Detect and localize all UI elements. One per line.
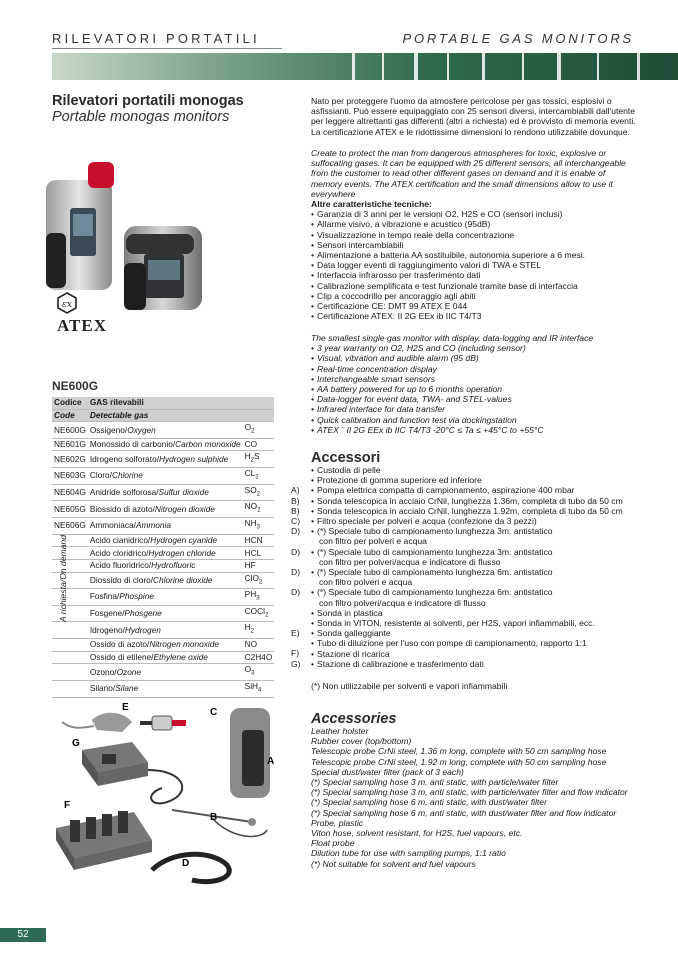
features-en-list xyxy=(311,343,641,435)
gas-formula-cell xyxy=(243,534,275,547)
gas-name-cell xyxy=(88,605,243,622)
accessori-item: • Tubo di diluizione per l'uso con pompe di campionamento, rapporto 1:1 xyxy=(311,638,656,648)
ondemand-code-cell xyxy=(52,664,88,681)
gas-formula: H xyxy=(244,622,251,633)
gas-formula-sub: 2 xyxy=(251,428,255,435)
gas-formula: NO xyxy=(244,501,258,512)
accessori-item: • Sonda telescopica in acciaio CrNil, lunghezza 1.36m, completa di tubo da 50 cm xyxy=(311,496,656,506)
gas-name-it: Anidride solforosa/ xyxy=(89,487,159,498)
gas-name-cell xyxy=(88,622,243,639)
gas-code-cell: NE600G xyxy=(52,422,88,439)
accessori-letter: D) xyxy=(291,587,301,598)
gas-formula: PH xyxy=(244,589,257,600)
gas-formula: NH xyxy=(244,518,257,529)
gas-name-cell xyxy=(88,468,243,485)
accessori-item: • Sonda telescopica in acciaio CrNil, lunghezza 1.92m, completa di tubo da 50 cm xyxy=(311,506,656,516)
accessori-letter: B) xyxy=(291,495,300,506)
accessories-en-item: Float probe xyxy=(311,838,355,849)
table-header-row xyxy=(52,397,274,409)
product-photo xyxy=(40,158,220,310)
gas-formula: CL xyxy=(244,468,256,479)
accessori-item: • (*) Speciale tubo di campionamento lunghezza 3m. antistatico xyxy=(311,526,656,536)
gas-formula-cell xyxy=(243,664,275,681)
accessories-en-item: Viton hose, solvent resistant, for H2S, fuel vapours, etc. xyxy=(311,828,523,839)
accessori-item: • Custodia di pelle xyxy=(311,465,656,475)
gas-formula-cell xyxy=(243,422,275,439)
accessories-en-item: Dilution tube for use with sampling pumps, 1:1 ratio xyxy=(311,848,506,859)
table-row-ondemand xyxy=(52,534,274,547)
accessories-en-item: Probe, plastic xyxy=(311,817,364,828)
table-row xyxy=(52,501,274,518)
accessori-letter: E) xyxy=(291,628,300,638)
gas-name-cell xyxy=(88,534,243,547)
intro-english: Create to protect the man from dangerous atmospheres for toxic, explosive or suffocating gases. It can be equipped with 25 different sensors, all interchangeable from the customer to read other different gases on demand and it is enable of memory events. The ATEX certification and the small dimensions allow to use it everywhere xyxy=(311,148,626,199)
gas-name-it: Diossido di cloro/ xyxy=(89,574,154,585)
gas-name-it: Silano/ xyxy=(89,683,116,694)
accessori-letter-spacer xyxy=(291,577,305,587)
features-english xyxy=(311,333,641,435)
features-en-title: The smallest single gas monitor with display, data-logging and IR interface xyxy=(311,333,594,343)
table-header-cell: GAS rilevabili xyxy=(88,397,275,409)
table-row-ondemand xyxy=(52,572,274,589)
gas-code-cell: NE601G xyxy=(54,439,86,450)
gas-name-it: Fosfina/ xyxy=(89,591,120,602)
gas-name-cell xyxy=(88,572,243,589)
photo-label-f: F xyxy=(64,800,71,811)
header-rule xyxy=(52,48,282,49)
feature-en-item: • Real-time concentration display xyxy=(311,364,641,374)
ondemand-label: A richiesta/On demand xyxy=(58,534,68,622)
table-row-ondemand xyxy=(52,547,274,560)
photo-label-d: D xyxy=(182,858,190,869)
ondemand-code-cell xyxy=(52,651,88,664)
gas-formula-cell xyxy=(243,468,275,485)
accessori-item: • (*) Speciale tubo di campionamento lunghezza 6m. antistatico xyxy=(311,587,656,597)
feature-en-item: • 3 year warranty on O2, H2S and CO (including sensor) xyxy=(311,343,641,353)
gas-formula-cell xyxy=(243,639,275,652)
gas-table xyxy=(52,397,274,698)
gas-formula-cell xyxy=(243,484,275,501)
accessori-letter: C) xyxy=(291,515,301,526)
page-number: 52 xyxy=(0,928,46,942)
table-row xyxy=(52,518,274,535)
feature-item: • Sensori intercambiabili xyxy=(311,240,641,250)
gas-formula-cell xyxy=(243,501,275,518)
gas-name-it: Ossido di etilene/ xyxy=(89,652,154,663)
feature-en-item: • AA battery powered for up to 6 months operation xyxy=(311,384,641,394)
gas-name-it: Cloro/ xyxy=(89,470,112,481)
gas-code-cell: NE606G xyxy=(52,518,88,535)
accessori-letter: B) xyxy=(291,505,300,516)
photo-label-a: A xyxy=(267,756,275,767)
gas-formula-cell xyxy=(243,651,275,664)
accessories-en-item: Rubber cover (top/bottom) xyxy=(311,736,412,747)
gas-name-cell xyxy=(88,559,243,572)
table-row-ondemand xyxy=(52,605,274,622)
gas-name-cell xyxy=(88,501,243,518)
features-list xyxy=(311,209,641,321)
gas-name-it: Fosgene/ xyxy=(89,608,125,619)
gas-code-cell: NE603G xyxy=(52,468,88,485)
ondemand-code-cell xyxy=(52,639,88,652)
gas-name-cell xyxy=(88,422,243,439)
gas-formula: ClO xyxy=(244,572,259,583)
accessori-letter xyxy=(291,465,305,475)
feature-item: • Data logger eventi di raggiungimento valori di TWA e STEL xyxy=(311,260,641,270)
accessori-letter: D) xyxy=(291,526,301,537)
gas-formula-sub: 2 xyxy=(256,491,260,498)
gas-formula-cell xyxy=(243,622,275,639)
gas-name-cell xyxy=(88,639,243,652)
gas-formula: HCN xyxy=(244,535,263,546)
gas-name-en: Carbon monoxide xyxy=(175,439,241,450)
accessories-en-title: Accessories xyxy=(311,711,397,727)
gas-name-en: Sulfur dioxide xyxy=(158,487,209,498)
gas-name-en: Ethylene oxide xyxy=(153,652,208,663)
accessories-en-item: (*) Special sampling hose 6 m, anti static, with dust/water filter xyxy=(311,797,547,808)
gas-formula: O xyxy=(244,664,252,675)
photo-label-g: G xyxy=(72,738,80,749)
gas-formula-sub: 2 xyxy=(250,458,254,465)
gas-name-it: Idrogeno/ xyxy=(89,624,125,635)
gas-formula-cell xyxy=(243,605,275,622)
gas-name-en: Chlorine xyxy=(111,470,143,481)
model-label: NE600G xyxy=(52,379,99,393)
atex-label: ATEX xyxy=(57,316,107,335)
gas-name-en: Phosgene xyxy=(124,608,162,619)
accessories-en-item: (*) Not suitable for solvent and fuel vapours xyxy=(311,858,476,869)
accessori-item-cont: con filtro polveri/acqua e indicatore di flusso xyxy=(319,597,486,608)
accessori-letter-spacer xyxy=(291,557,305,567)
accessori-letter xyxy=(291,475,305,485)
table-row xyxy=(52,451,274,468)
gas-formula: O xyxy=(244,422,252,433)
accessori-letters xyxy=(291,465,305,669)
gas-formula-sub: 2 xyxy=(258,579,263,586)
accessories-en-list xyxy=(311,726,636,869)
table-row xyxy=(52,484,274,501)
gas-formula-cell xyxy=(243,547,275,560)
gas-name-cell xyxy=(88,438,243,451)
accessories-en-item: Leather holster xyxy=(311,726,369,736)
gas-formula: SO xyxy=(244,484,257,495)
accessories-en-item: (*) Special sampling hose 3 m, anti static, with particle/water filter and flow indicator xyxy=(311,787,628,798)
header-right: PORTABLE GAS MONITORS xyxy=(402,31,634,46)
accessories-en-item: Telescopic probe CrNi steel, 1.36 m long, complete with 50 cm sampling hose xyxy=(311,746,607,757)
gas-name-en: Silane xyxy=(115,683,139,694)
gas-formula-sub: 2 xyxy=(250,629,254,636)
gas-formula-sub: 3 xyxy=(251,670,255,677)
gas-name-it: Ammoniaca/ xyxy=(89,520,136,531)
svg-text:εx: εx xyxy=(62,300,72,310)
accessori-item: • Stazione di ricarica xyxy=(311,649,656,659)
feature-en-item: • Interchangeable smart sensors xyxy=(311,374,641,384)
accessori-item: • Sonda in VITON, resistente ai solventi, per H2S, vapori infiammabili, ecc. xyxy=(311,618,656,628)
accessories-en-item: (*) Special sampling hose 6 m, anti static, with dust/water filter and flow indicator xyxy=(311,807,617,818)
gas-name-it: Acido cianidrico/ xyxy=(89,535,151,546)
accessori-item: • Sonda in plastica xyxy=(311,608,656,618)
gas-formula-cell xyxy=(243,589,275,606)
gas-name-en: Hydrogen sulphide xyxy=(159,453,229,464)
header-left: RILEVATORI PORTATILI xyxy=(52,31,260,46)
gas-formula-sub: 2 xyxy=(257,508,261,515)
feature-item: • Garanzia di 3 anni per le versioni O2, H2S e CO (sensori inclusi) xyxy=(311,209,641,219)
accessori-item-cont: con filtro per polveri e acqua xyxy=(319,536,427,547)
table-row xyxy=(52,422,274,439)
gas-formula: HF xyxy=(244,560,256,571)
gas-formula-2: S xyxy=(254,451,260,462)
gas-name-it: Acido cloridrico/ xyxy=(89,547,149,558)
gas-name-cell xyxy=(88,664,243,681)
gas-name-cell xyxy=(88,547,243,560)
table-header-cell: Detectable gas xyxy=(88,409,275,422)
accessories-en-item: (*) Special sampling hose 3 m, anti static, with particle/water filter xyxy=(311,777,559,788)
feature-item: • Calibrazione semplificata e test funzionale tramite base di interfaccia xyxy=(311,281,641,291)
gas-name-it: Monossido di carbonio/ xyxy=(89,439,176,450)
features-title: Altre caratteristiche tecniche: xyxy=(311,199,432,209)
gas-name-en: Nitrogen monoxide xyxy=(149,639,219,650)
accessori-title: Accessori xyxy=(311,450,381,466)
table-row-ondemand xyxy=(52,651,274,664)
accessori-letter: F) xyxy=(291,648,300,659)
accessori-letter xyxy=(291,638,305,648)
gas-name-cell xyxy=(88,651,243,664)
gas-formula: SiH xyxy=(244,680,259,691)
title-english: Portable monogas monitors xyxy=(52,109,230,125)
feature-en-item: • Data-logger for event data, TWA- and STEL-values xyxy=(311,394,641,404)
table-row-ondemand xyxy=(52,664,274,681)
gas-name-cell xyxy=(88,589,243,606)
ex-hexagon-icon xyxy=(56,292,78,319)
gas-formula-cell xyxy=(243,518,275,535)
gas-formula-cell xyxy=(243,572,275,589)
accessori-letter xyxy=(291,608,305,618)
accessori-item: • (*) Speciale tubo di campionamento lunghezza 6m. antistatico xyxy=(311,567,656,577)
accessori-item: • (*) Speciale tubo di campionamento lunghezza 3m. antistatico xyxy=(311,547,656,557)
feature-en-item: • Visual, vibration and audible alarm (95 dB) xyxy=(311,353,641,363)
table-row-ondemand xyxy=(52,622,274,639)
gas-formula: COCl xyxy=(244,605,265,616)
gas-name-en: Nitrogen dioxide xyxy=(154,503,215,514)
gas-formula-sub: 3 xyxy=(256,595,260,602)
feature-item: • Certificazione ATEX: II 2G EEx ib IIC T4/T3 xyxy=(311,311,641,321)
gas-name-en: Hydrogen xyxy=(124,624,161,635)
gas-name-en: Oxygen xyxy=(127,424,156,435)
features-italian xyxy=(311,199,641,321)
intro-italian: Nato per proteggere l'uomo da atmosfere pericolose per gas tossici, esplosivi o asfissianti. Può essere equipaggiato con 25 sensori diversi, intercambiabili dall'utente per leggere altrettanti gas differenti (altri a richiesta) ed è provvisto di memoria eventi. La certificazione ATEX e le ridottissime dimensioni lo rendono utilizzabile dovunque. xyxy=(311,96,636,137)
accessori-list xyxy=(311,465,656,669)
gas-formula-sub: 4 xyxy=(258,687,262,694)
accessori-item: • Pompa elettrica compatta di campionamento, aspirazione 400 mbar xyxy=(311,485,656,495)
gas-name-en: Chlorine dioxide xyxy=(153,574,213,585)
gas-name-en: Ammonia xyxy=(135,520,171,531)
gas-formula: H xyxy=(244,451,251,462)
feature-en-item: • ATEX ¨ II 2G EEx ib IIC T4/T3 -20°C ≤ Ta ≤ +45°C to +55°C xyxy=(311,425,641,435)
feature-item: • Certificazione CE: DMT 99 ATEX E 044 xyxy=(311,301,641,311)
gas-name-en: Hydrogen cyanide xyxy=(150,535,218,546)
gas-name-cell xyxy=(88,518,243,535)
ondemand-code-cell xyxy=(52,680,88,697)
gas-name-it: Biossido di azoto/ xyxy=(89,503,155,514)
table-header-row xyxy=(52,409,274,422)
gas-formula: HCL xyxy=(244,547,262,558)
feature-en-item: • Quick calibration and function test via dockingstation xyxy=(311,415,641,425)
accessori-note: (*) Non utilizzabile per solventi e vapori infiammabili xyxy=(311,681,508,691)
gas-formula-sub: 2 xyxy=(264,612,269,619)
gas-formula-cell xyxy=(243,451,275,468)
feature-item: • Allarme visivo, a vibrazione e acustico (95dB) xyxy=(311,219,641,229)
table-header-cell: Codice xyxy=(52,397,88,409)
gas-name-it: Ossido di azoto/ xyxy=(89,639,150,650)
table-row-ondemand xyxy=(52,589,274,606)
table-row-ondemand xyxy=(52,680,274,697)
gas-formula-sub: 2 xyxy=(255,474,259,481)
table-row xyxy=(52,438,274,451)
gas-name-it: Ozono/ xyxy=(89,666,117,677)
gas-code-cell: NE604G xyxy=(52,484,88,501)
gas-name-en: Hydrogen chloride xyxy=(148,547,216,558)
gas-name-it: Idrogeno solforato/ xyxy=(89,453,160,464)
gas-name-it: Acido fluoridrico/ xyxy=(89,560,152,571)
feature-item: • Visualizzazione in tempo reale della concentrazione xyxy=(311,230,641,240)
gas-name-en: Hydrofluoric xyxy=(151,560,196,571)
gas-formula: NO xyxy=(244,639,258,650)
feature-item: • Clip a coccodrillo per ancoraggio agli abiti xyxy=(311,291,641,301)
gas-name-it: Ossigeno/ xyxy=(89,424,128,435)
gas-formula: C2H4O xyxy=(244,652,273,663)
photo-label-b: B xyxy=(210,812,218,823)
gas-formula: CO xyxy=(244,439,258,450)
table-row-ondemand xyxy=(52,559,274,572)
gas-code-cell: NE602G xyxy=(52,451,88,468)
accessori-letter: A) xyxy=(291,485,300,496)
feature-en-item: • Infrared interface for data transfer xyxy=(311,404,641,414)
photo-label-c: C xyxy=(210,707,218,718)
gas-formula-sub: 3 xyxy=(256,524,260,531)
header-banner xyxy=(52,53,678,80)
accessori-letter: G) xyxy=(291,658,301,669)
accessori-letter-spacer xyxy=(291,597,305,607)
feature-item: • Alimentazione a batteria AA sostituibile, autonomia superiore a 6 mesi. xyxy=(311,250,641,260)
accessori-item: • Sonda galleggiante xyxy=(311,628,656,638)
accessori-item: • Filtro speciale per polveri e acqua (confezione da 3 pezzi) xyxy=(311,516,656,526)
gas-name-cell xyxy=(88,484,243,501)
gas-name-en: Ozone xyxy=(116,666,142,677)
gas-name-cell xyxy=(88,451,243,468)
table-header-cell: Code xyxy=(52,409,88,422)
gas-code-cell: NE605G xyxy=(52,501,88,518)
ondemand-code-cell xyxy=(52,622,88,639)
title-italian: Rilevatori portatili monogas xyxy=(52,93,244,109)
photo-label-e: E xyxy=(122,702,129,713)
gas-name-en: Phospine xyxy=(119,591,154,602)
accessories-en-item: Telescopic probe CrNi steel, 1.92 m long, complete with 50 cm sampling hose xyxy=(311,756,607,767)
accessori-letter: D) xyxy=(291,546,301,557)
accessori-letter: D) xyxy=(291,566,301,577)
accessori-item: • Protezione di gomma superiore ed inferiore xyxy=(311,475,656,485)
accessories-en-item: Special dust/water filter (pack of 3 each) xyxy=(311,766,464,777)
gas-name-cell xyxy=(88,680,243,697)
gas-formula-cell xyxy=(243,680,275,697)
accessori-item: • Stazione di calibrazione e trasferimento dati xyxy=(311,659,656,669)
accessories-photo xyxy=(52,700,287,890)
accessori-letter xyxy=(291,618,305,628)
gas-formula-cell xyxy=(243,438,275,451)
accessori-letter-spacer xyxy=(291,536,305,546)
table-row-ondemand xyxy=(52,639,274,652)
feature-item: • Interfaccia infrarosso per trasferimento dati xyxy=(311,270,641,280)
accessori-item-cont: con filtro polveri e acqua xyxy=(319,577,413,588)
table-row xyxy=(52,468,274,485)
gas-formula-cell xyxy=(243,559,275,572)
accessori-item-cont: con filtro per polveri/acqua e indicatore di flusso xyxy=(319,556,501,567)
